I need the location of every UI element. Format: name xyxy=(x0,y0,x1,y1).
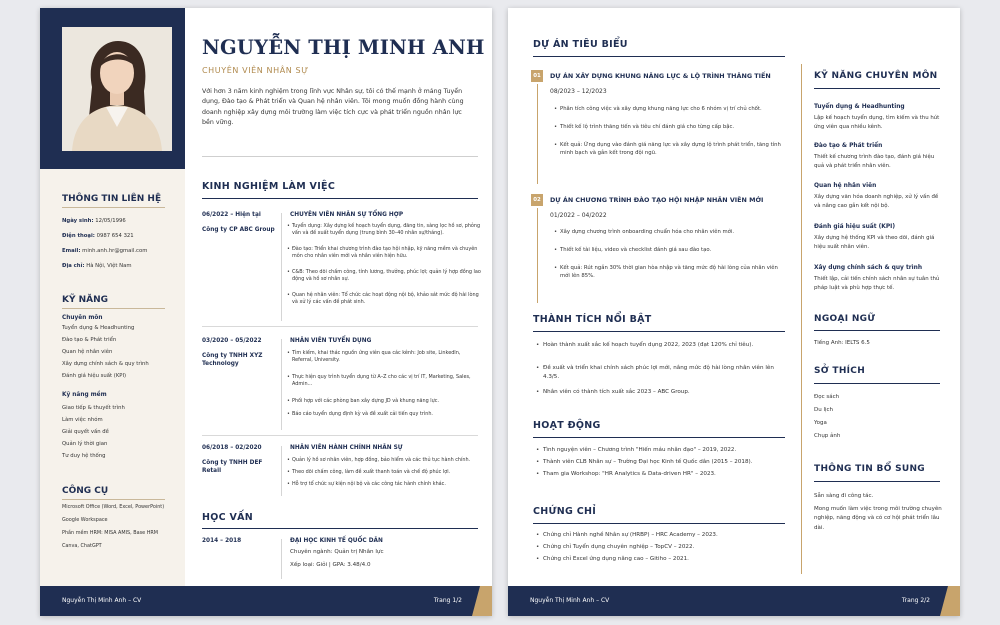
skill-item: Tuyển dụng & Headhunting xyxy=(62,325,135,331)
skill-item: Đào tạo & Phát triển xyxy=(62,337,117,343)
contact-label: Ngày sinh: xyxy=(62,218,94,224)
hobby-item: Chụp ảnh xyxy=(814,433,841,439)
project-date: 08/2023 – 12/2023 xyxy=(550,88,607,95)
project-number: 02 xyxy=(531,194,543,206)
job-title: NHÂN VIÊN HÀNH CHÍNH NHÂN SỰ xyxy=(290,445,403,451)
skills-subheading: Kỹ năng mềm xyxy=(62,392,107,398)
divider xyxy=(533,56,785,57)
certificates-heading: CHỨNG CHỈ xyxy=(533,506,597,517)
divider xyxy=(281,446,282,496)
skill-item: Quan hệ nhân viên xyxy=(62,349,113,355)
education-date: 2014 – 2018 xyxy=(202,538,242,544)
profile-summary: Với hơn 3 năm kinh nghiệm trong lĩnh vực Nhân sự, tôi có thế mạnh ở mảng Tuyển dụng, Đào tạo & Phát triển và Quan hệ nhân viên. Tôi mong muốn đồng hành cùng doanh nghiệp xây dựng môi trường làm việc tích cực và phát triển nguồn nhân lực bền vững. xyxy=(202,88,464,127)
job-bullet: • Phối hợp với các phòng ban xây dựng JD và khung năng lực. xyxy=(292,398,482,405)
candidate-role: CHUYÊN VIÊN NHÂN SỰ xyxy=(202,66,309,75)
job-company: Công ty CP ABC Group xyxy=(202,227,275,233)
project-bullet: • Xây dựng chương trình onboarding chuẩn hóa cho nhân viên mới. xyxy=(560,228,785,236)
education-major: Chuyên ngành: Quản trị Nhân lực xyxy=(290,549,384,555)
project-bullet: • Phân tích công việc và xây dựng khung năng lực cho 6 nhóm vị trí chủ chốt. xyxy=(560,105,785,113)
pro-skill-title: Xây dựng chính sách & quy trình xyxy=(814,265,923,271)
project-bullet: • Thiết kế tài liệu, video và checklist đánh giá sau đào tạo. xyxy=(560,246,785,254)
achievement-item: • Hoàn thành xuất sắc kế hoạch tuyển dụng 2022, 2023 (đạt 120% chỉ tiêu). xyxy=(543,341,783,350)
activity-item: • Thành viên CLB Nhân sự – Trường Đại học Kinh tế Quốc dân (2015 – 2018). xyxy=(543,458,783,467)
contact-value: 0987 654 321 xyxy=(96,233,134,239)
activities-heading: HOẠT ĐỘNG xyxy=(533,420,601,431)
hobbies-heading: SỞ THÍCH xyxy=(814,366,866,376)
skill-item: Giao tiếp & thuyết trình xyxy=(62,405,125,411)
page-number: Trang 1/2 xyxy=(433,597,462,604)
divider xyxy=(814,383,940,384)
divider xyxy=(62,499,165,500)
divider xyxy=(202,326,478,327)
pro-skill-title: Đánh giá hiệu suất (KPI) xyxy=(814,224,896,230)
certificate-item: • Chứng chỉ Tuyển dụng chuyên nghiệp – TopCV – 2022. xyxy=(543,543,783,552)
skills-subheading: Chuyên môn xyxy=(62,315,103,321)
job-title: NHÂN VIÊN TUYỂN DỤNG xyxy=(290,338,372,344)
job-bullet: • Báo cáo tuyển dụng định kỳ và đề xuất cải tiến quy trình. xyxy=(292,411,482,418)
tools-heading: CÔNG CỤ xyxy=(62,486,109,496)
contact-value: minh.anh.hr@gmail.com xyxy=(82,248,148,254)
divider xyxy=(202,156,478,157)
experience-heading: KINH NGHIỆM LÀM VIỆC xyxy=(202,181,336,192)
pro-skill-desc: Lập kế hoạch tuyển dụng, tìm kiếm và thu hút ứng viên qua nhiều kênh. xyxy=(814,115,940,130)
job-bullet: • Tuyển dụng: Xây dựng kế hoạch tuyển dụng, đăng tin, sàng lọc hồ sơ, phỏng vấn và đề xuất tuyển dụng (trung bình 30–40 nhân sự/tháng). xyxy=(292,223,482,238)
contact-label: Email: xyxy=(62,248,81,254)
extra-item: Sẵn sàng đi công tác. xyxy=(814,493,874,499)
project-title: DỰ ÁN CHƯƠNG TRÌNH ĐÀO TẠO HỘI NHẬP NHÂN VIÊN MỚI xyxy=(550,196,764,204)
pro-skills-heading: KỸ NĂNG CHUYÊN MÔN xyxy=(814,71,938,81)
tool-item: Canva, ChatGPT xyxy=(62,543,102,549)
candidate-name: NGUYỄN THỊ MINH ANH xyxy=(202,36,485,59)
contact-heading: THÔNG TIN LIÊN HỆ xyxy=(62,194,162,204)
job-company: Công ty TNHH DEF Retail xyxy=(202,460,263,474)
certificate-item: • Chứng chỉ Excel ứng dụng nâng cao – Gitiho – 2021. xyxy=(543,555,783,564)
timeline-line xyxy=(537,208,538,303)
contact-item xyxy=(62,248,184,255)
tool-item: Phần mềm HRM: MISA AMIS, Base HRM xyxy=(62,530,159,536)
hobby-item: Du lịch xyxy=(814,407,834,413)
education-grade: Xếp loại: Giỏi | GPA: 3.48/4.0 xyxy=(290,562,371,568)
contact-value: 12/05/1996 xyxy=(95,218,126,224)
page-number: Trang 2/2 xyxy=(901,597,930,604)
pro-skill-desc: Thiết kế chương trình đào tạo, đánh giá hiệu quả và phát triển nhân viên. xyxy=(814,154,935,169)
divider xyxy=(281,539,282,579)
pro-skill-desc: Thiết lập, cải tiến chính sách nhân sự tuân thủ pháp luật và phù hợp thực tế. xyxy=(814,276,940,291)
projects-heading: DỰ ÁN TIÊU BIỂU xyxy=(533,39,628,50)
tool-item: Google Workspace xyxy=(62,517,108,523)
project-bullet: • Thiết kế lộ trình thăng tiến và tiêu chí đánh giá cho từng cấp bậc. xyxy=(560,123,785,131)
achievements-heading: THÀNH TÍCH NỔI BẬT xyxy=(533,314,652,325)
project-title: DỰ ÁN XÂY DỰNG KHUNG NĂNG LỰC & LỘ TRÌNH THĂNG TIẾN xyxy=(550,72,771,80)
page-footer xyxy=(508,586,960,616)
divider xyxy=(533,523,785,524)
pro-skill-title: Quan hệ nhân viên xyxy=(814,183,877,189)
job-bullet: • Hỗ trợ tổ chức sự kiện nội bộ và các công tác hành chính khác. xyxy=(292,481,482,488)
activity-item: • Tình nguyện viên – Chương trình "Hiến máu nhân đạo" – 2019, 2022. xyxy=(543,446,783,455)
job-bullet: • Tìm kiếm, khai thác nguồn ứng viên qua các kênh: Job site, LinkedIn, Referral, University. xyxy=(292,350,482,365)
divider xyxy=(62,207,165,208)
divider xyxy=(814,330,940,331)
divider xyxy=(814,88,940,89)
skill-item: Đánh giá hiệu suất (KPI) xyxy=(62,373,127,379)
project-number: 01 xyxy=(531,70,543,82)
skill-item: Xây dựng chính sách & quy trình xyxy=(62,361,149,367)
divider xyxy=(281,213,282,321)
extra-item: Mong muốn làm việc trong môi trường chuyên nghiệp, năng động và có cơ hội phát triển lâu dài. xyxy=(814,506,942,531)
languages-heading: NGOẠI NGỮ xyxy=(814,314,876,324)
extra-heading: THÔNG TIN BỔ SUNG xyxy=(814,464,925,474)
project-bullet: • Kết quả: Rút ngắn 30% thời gian hòa nhập và tăng mức độ hài lòng của nhân viên mới lên 85%. xyxy=(560,264,785,281)
footer-name: Nguyễn Thị Minh Anh – CV xyxy=(530,597,610,604)
divider xyxy=(814,481,940,482)
cv-page-2 xyxy=(508,8,960,616)
job-company: Công ty TNHH XYZ Technology xyxy=(202,353,263,367)
divider xyxy=(533,437,785,438)
tool-item: Microsoft Office (Word, Excel, PowerPoint) xyxy=(62,504,165,510)
hobby-item: Yoga xyxy=(814,420,827,426)
project-bullet: • Kết quả: Ứng dụng vào đánh giá năng lực và xây dựng lộ trình phát triển, tăng tính minh bạch và gắn kết trong đội ngũ. xyxy=(560,141,785,158)
contact-item xyxy=(62,233,184,240)
job-title: CHUYÊN VIÊN NHÂN SỰ TỔNG HỢP xyxy=(290,212,404,218)
skill-item: Quản lý thời gian xyxy=(62,441,108,447)
job-bullet: • Quan hệ nhân viên: Tổ chức các hoạt động nội bộ, khảo sát mức độ hài lòng và xử lý các vấn đề phát sinh. xyxy=(292,292,482,307)
divider xyxy=(62,308,165,309)
contact-item xyxy=(62,263,184,270)
divider xyxy=(533,331,785,332)
achievement-item: • Đề xuất và triển khai chính sách phúc lợi mới, nâng mức độ hài lòng nhân viên lên 4.3/5. xyxy=(543,364,783,382)
hobby-item: Đọc sách xyxy=(814,394,840,400)
pro-skill-desc: Xây dựng hệ thống KPI và theo dõi, đánh giá hiệu suất nhân viên. xyxy=(814,235,935,250)
job-bullet: • Theo dõi chấm công, làm đề xuất thanh toán và chế độ phúc lợi. xyxy=(292,469,482,476)
job-bullet: • C&B: Theo dõi chấm công, tính lương, thưởng, phúc lợi; quản lý hợp đồng lao động và hồ sơ nhân sự. xyxy=(292,269,482,284)
page-footer xyxy=(40,586,492,616)
pro-skill-desc: Xây dựng văn hóa doanh nghiệp, xử lý vấn đề và nâng cao gắn kết nội bộ. xyxy=(814,194,939,209)
divider xyxy=(202,435,478,436)
footer-accent xyxy=(940,586,960,616)
profile-photo xyxy=(62,27,172,151)
job-bullet: • Thực hiện quy trình tuyển dụng từ A–Z cho các vị trí IT, Marketing, Sales, Admin... xyxy=(292,374,482,389)
skill-item: Tư duy hệ thống xyxy=(62,453,106,459)
pro-skill-title: Đào tạo & Phát triển xyxy=(814,143,883,149)
column-divider xyxy=(801,64,802,574)
timeline-line xyxy=(537,84,538,184)
divider xyxy=(281,339,282,430)
contact-label: Điện thoại: xyxy=(62,233,95,239)
footer-name: Nguyễn Thị Minh Anh – CV xyxy=(62,597,142,604)
skill-item: Làm việc nhóm xyxy=(62,417,103,423)
education-school: ĐẠI HỌC KINH TẾ QUỐC DÂN xyxy=(290,538,383,544)
divider xyxy=(202,528,478,529)
job-date: 03/2020 – 05/2022 xyxy=(202,338,262,344)
language-item: Tiếng Anh: IELTS 6.5 xyxy=(814,340,870,346)
contact-label: Địa chỉ: xyxy=(62,263,85,269)
certificate-item: • Chứng chỉ Hành nghề Nhân sự (HRBP) – HRC Academy – 2023. xyxy=(543,531,783,540)
pro-skill-title: Tuyển dụng & Headhunting xyxy=(814,104,905,110)
contact-item xyxy=(62,218,184,225)
activity-item: • Tham gia Workshop: "HR Analytics & Data-driven HR" – 2023. xyxy=(543,470,783,479)
skills-heading: KỸ NĂNG xyxy=(62,295,109,305)
job-date: 06/2022 – Hiện tại xyxy=(202,212,261,218)
job-bullet: • Đào tạo: Triển khai chương trình đào tạo hội nhập, kỹ năng mềm và chuyên môn cho nhân viên mới và nhân viên hiện hữu. xyxy=(292,246,482,261)
contact-value: Hà Nội, Việt Nam xyxy=(86,263,132,269)
divider xyxy=(202,198,478,199)
education-heading: HỌC VẤN xyxy=(202,512,254,523)
footer-accent xyxy=(472,586,492,616)
cv-page-1 xyxy=(40,8,492,616)
skill-item: Giải quyết vấn đề xyxy=(62,429,109,435)
job-date: 06/2018 – 02/2020 xyxy=(202,445,262,451)
job-bullet: • Quản lý hồ sơ nhân viên, hợp đồng, bảo hiểm và các thủ tục hành chính. xyxy=(292,457,482,464)
achievement-item: • Nhân viên có thành tích xuất sắc 2023 – ABC Group. xyxy=(543,388,783,397)
project-date: 01/2022 – 04/2022 xyxy=(550,212,607,219)
